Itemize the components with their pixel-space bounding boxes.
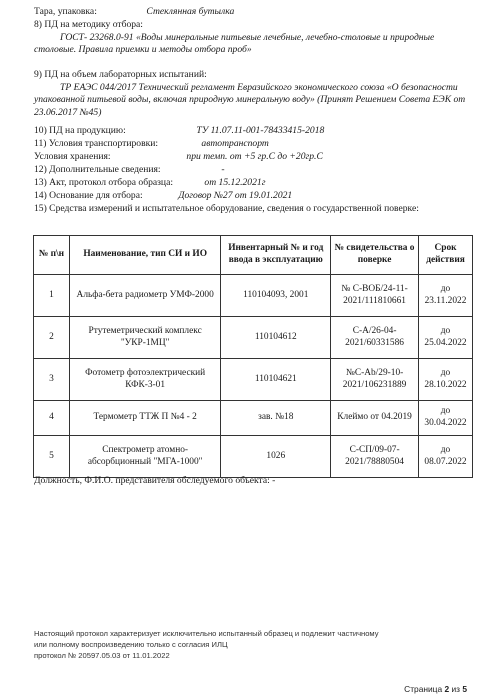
page-total: 5 bbox=[462, 684, 467, 694]
header-term: Срок действия bbox=[419, 236, 473, 275]
row-term: до 30.04.2022 bbox=[419, 401, 473, 436]
section-8-value: ГОСТ- 23268.0-91 «Воды минеральные питьевые лечебные, лечебно-столовые и природные столовые. Правила приемки и методы отбора проб» bbox=[34, 32, 435, 56]
header-num: № п\н bbox=[34, 236, 70, 275]
section-8-label: 8) ПД на методику отбора: bbox=[34, 19, 143, 30]
row-inventory: 110104612 bbox=[221, 317, 331, 359]
table-row bbox=[34, 436, 473, 478]
row-inventory: 110104621 bbox=[221, 359, 331, 401]
row-certificate: Клеймо от 04.2019 bbox=[331, 401, 419, 436]
section-10-field bbox=[34, 125, 471, 137]
section-10-label: 10) ПД на продукцию: bbox=[34, 125, 126, 136]
section-12-value: - bbox=[221, 164, 225, 175]
table-row bbox=[34, 359, 473, 401]
row-certificate: № С-ВОБ/24-11-2021/111810661 bbox=[331, 275, 419, 317]
section-14-label: 14) Основание для отбора: bbox=[34, 190, 143, 201]
section-12-label: 12) Дополнительные сведения: bbox=[34, 164, 161, 175]
section-11-label: 11) Условия транспортировки: bbox=[34, 138, 159, 149]
row-term: до 08.07.2022 bbox=[419, 436, 473, 478]
row-num: 4 bbox=[34, 401, 70, 436]
footer-line-3: протокол № 20597.05.03 от 11.01.2022 bbox=[34, 651, 170, 660]
storage-value: при темп. от +5 гр.С до +20гр.С bbox=[186, 151, 323, 162]
row-num: 1 bbox=[34, 275, 70, 317]
equipment-table bbox=[33, 235, 473, 478]
table-row bbox=[34, 317, 473, 359]
section-10-value: ТУ 11.07.11-001-78433415-2018 bbox=[196, 125, 325, 136]
row-term: до 23.11.2022 bbox=[419, 275, 473, 317]
row-name: Альфа-бета радиометр УМФ-2000 bbox=[69, 275, 221, 317]
row-inventory: 1026 bbox=[221, 436, 331, 478]
storage-label: Условия хранения: bbox=[34, 151, 111, 162]
header-name: Наименование, тип СИ и ИО bbox=[69, 236, 221, 275]
section-13-value: от 15.12.2021г bbox=[204, 177, 266, 188]
section-9-value: ТР ЕАЭС 044/2017 Технический регламент Евразийского экономического союза «О безопасности упакованной питьевой воды, включая природную минеральную воду» (Принят Решением Совета ЕЭК от 23.06.2017 №45) bbox=[34, 82, 466, 118]
representative-line: Должность, Ф.И.О. представителя обследуемого объекта: - bbox=[34, 475, 276, 486]
footer-line-1: Настоящий протокол характеризует исключительно испытанный образец и подлежит частичному bbox=[34, 629, 379, 638]
section-9-label: 9) ПД на объем лабораторных испытаний: bbox=[34, 69, 207, 80]
footer-line-2: или полному воспроизведению только с согласия ИЛЦ bbox=[34, 640, 228, 649]
page-number bbox=[404, 684, 467, 695]
row-name: Ртутеметрический комплекс "УКР-1МЦ" bbox=[69, 317, 221, 359]
table-header-row bbox=[34, 236, 473, 275]
row-term: до 25.04.2022 bbox=[419, 317, 473, 359]
section-15-label: 15) Средства измерений и испытательное оборудование, сведения о государственной поверке: bbox=[34, 203, 419, 214]
section-11-value: автотранспорт bbox=[201, 138, 269, 149]
section-12-field bbox=[34, 164, 471, 176]
row-certificate: С-А/26-04-2021/60331586 bbox=[331, 317, 419, 359]
row-certificate: №С-Аb/29-10-2021/106231889 bbox=[331, 359, 419, 401]
table-row bbox=[34, 275, 473, 317]
row-inventory: 110104093, 2001 bbox=[221, 275, 331, 317]
page-prefix: Страница bbox=[404, 684, 443, 694]
table-row bbox=[34, 401, 473, 436]
packaging-field bbox=[34, 6, 471, 18]
row-name: Термометр ТТЖ П №4 - 2 bbox=[69, 401, 221, 436]
row-certificate: С-СП/09-07-2021/78880504 bbox=[331, 436, 419, 478]
header-inventory: Инвентарный № и год ввода в эксплуатацию bbox=[221, 236, 331, 275]
row-term: до 28.10.2022 bbox=[419, 359, 473, 401]
section-14-value: Договор №27 от 19.01.2021 bbox=[178, 190, 293, 201]
section-13-label: 13) Акт, протокол отбора образца: bbox=[34, 177, 173, 188]
packaging-value: Стеклянная бутылка bbox=[146, 6, 235, 17]
row-name: Фотометр фотоэлектрический КФК-3-01 bbox=[69, 359, 221, 401]
section-13-field bbox=[34, 177, 471, 189]
row-inventory: зав. №18 bbox=[221, 401, 331, 436]
section-11-field bbox=[34, 138, 471, 150]
row-num: 2 bbox=[34, 317, 70, 359]
page-current: 2 bbox=[444, 684, 450, 694]
header-certificate: № свидетельства о поверке bbox=[331, 236, 419, 275]
row-num: 3 bbox=[34, 359, 70, 401]
packaging-label: Тара, упаковка: bbox=[34, 6, 97, 17]
storage-field bbox=[34, 151, 471, 163]
section-14-field bbox=[34, 190, 471, 202]
row-name: Спектрометр атомно-абсорбционный "МГА-1000" bbox=[69, 436, 221, 478]
footer-note bbox=[34, 628, 379, 661]
row-num: 5 bbox=[34, 436, 70, 478]
page-middle: из bbox=[451, 684, 460, 694]
